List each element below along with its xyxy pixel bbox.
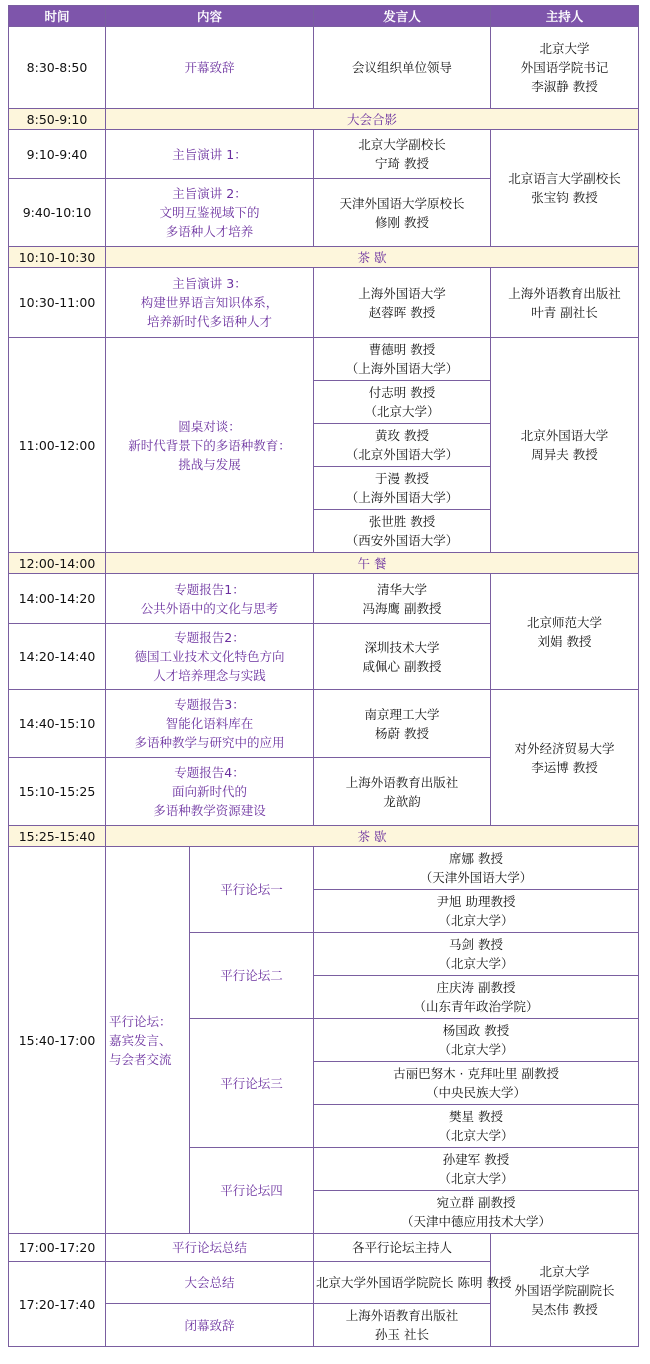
content-cell: 主旨演讲 1：	[106, 130, 314, 179]
schedule-table	[8, 5, 639, 1347]
speaker-cell: 庄庆涛 副教授 （山东青年政治学院）	[314, 976, 639, 1019]
host-cell: 北京外国语大学 周异夫 教授	[491, 338, 639, 553]
content-cell: 大会总结	[106, 1262, 314, 1304]
host-cell: 北京语言大学副校长 张宝钧 教授	[491, 130, 639, 247]
table-row	[9, 27, 639, 109]
speaker-cell: 会议组织单位领导	[314, 27, 491, 109]
table-row	[9, 847, 639, 890]
time-cell: 15:25-15:40	[9, 826, 106, 847]
header-time: 时间	[9, 6, 106, 27]
speaker-cell: 清华大学 冯海鹰 副教授	[314, 574, 491, 624]
content-cell: 闭幕致辞	[106, 1304, 314, 1347]
speaker-cell: 于漫 教授 （上海外国语大学）	[314, 467, 491, 510]
speaker-cell: 北京大学外国语学院院长 陈明 教授	[314, 1262, 491, 1304]
content-cell: 主旨演讲 3： 构建世界语言知识体系， 培养新时代多语种人才	[106, 268, 314, 338]
time-cell: 11:00-12:00	[9, 338, 106, 553]
content-cell: 开幕致辞	[106, 27, 314, 109]
table-row	[9, 574, 639, 624]
speaker-cell: 樊星 教授 （北京大学）	[314, 1105, 639, 1148]
host-cell: 对外经济贸易大学 李运博 教授	[491, 690, 639, 826]
host-cell: 北京师范大学 刘娟 教授	[491, 574, 639, 690]
time-cell: 14:40-15:10	[9, 690, 106, 758]
speaker-cell: 付志明 教授 （北京大学）	[314, 381, 491, 424]
content-cell: 平行论坛： 嘉宾发言、 与会者交流	[106, 847, 190, 1234]
table-row	[9, 553, 639, 574]
table-row	[9, 247, 639, 268]
band-label: 大会合影	[106, 109, 639, 130]
table-row	[9, 338, 639, 381]
band-label: 午 餐	[106, 553, 639, 574]
speaker-cell: 宛立群 副教授 （天津中德应用技术大学）	[314, 1191, 639, 1234]
time-cell: 17:00-17:20	[9, 1234, 106, 1262]
speaker-cell: 黄玫 教授 （北京外国语大学）	[314, 424, 491, 467]
content-cell: 专题报告1： 公共外语中的文化与思考	[106, 574, 314, 624]
speaker-cell: 尹旭 助理教授 （北京大学）	[314, 890, 639, 933]
host-cell: 北京大学 外国语学院副院长 吴杰伟 教授	[491, 1234, 639, 1347]
content-cell: 专题报告4： 面向新时代的 多语种教学资源建设	[106, 758, 314, 826]
forum-name: 平行论坛三	[190, 1019, 314, 1148]
header-speaker: 发言人	[314, 6, 491, 27]
table-row	[9, 690, 639, 758]
time-cell: 10:10-10:30	[9, 247, 106, 268]
speaker-cell: 上海外国语大学 赵蓉晖 教授	[314, 268, 491, 338]
time-cell: 15:40-17:00	[9, 847, 106, 1234]
speaker-cell: 北京大学副校长 宁琦 教授	[314, 130, 491, 179]
host-cell: 北京大学 外国语学院书记 李淑静 教授	[491, 27, 639, 109]
content-cell: 主旨演讲 2： 文明互鉴视域下的 多语种人才培养	[106, 179, 314, 247]
time-cell: 14:00-14:20	[9, 574, 106, 624]
speaker-cell: 古丽巴努木 · 克拜吐里 副教授 （中央民族大学）	[314, 1062, 639, 1105]
time-cell: 10:30-11:00	[9, 268, 106, 338]
speaker-cell: 上海外语教育出版社 龙歆韵	[314, 758, 491, 826]
time-cell: 8:50-9:10	[9, 109, 106, 130]
speaker-cell: 上海外语教育出版社 孙玉 社长	[314, 1304, 491, 1347]
content-cell: 专题报告2： 德国工业技术文化特色方向 人才培养理念与实践	[106, 624, 314, 690]
forum-name: 平行论坛一	[190, 847, 314, 933]
time-cell: 9:40-10:10	[9, 179, 106, 247]
table-row	[9, 1234, 639, 1262]
speaker-cell: 天津外国语大学原校长 修刚 教授	[314, 179, 491, 247]
forum-name: 平行论坛二	[190, 933, 314, 1019]
time-cell: 12:00-14:00	[9, 553, 106, 574]
speaker-cell: 杨国政 教授 （北京大学）	[314, 1019, 639, 1062]
header-row	[9, 6, 639, 27]
host-cell: 上海外语教育出版社 叶青 副社长	[491, 268, 639, 338]
header-host: 主持人	[491, 6, 639, 27]
speaker-cell: 马剑 教授 （北京大学）	[314, 933, 639, 976]
content-cell: 圆桌对谈： 新时代背景下的多语种教育： 挑战与发展	[106, 338, 314, 553]
time-cell: 17:20-17:40	[9, 1262, 106, 1347]
time-cell: 15:10-15:25	[9, 758, 106, 826]
content-cell: 专题报告3： 智能化语料库在 多语种教学与研究中的应用	[106, 690, 314, 758]
header-content: 内容	[106, 6, 314, 27]
forum-name: 平行论坛四	[190, 1148, 314, 1234]
table-row	[9, 826, 639, 847]
speaker-cell: 席娜 教授 （天津外国语大学）	[314, 847, 639, 890]
speaker-cell: 南京理工大学 杨蔚 教授	[314, 690, 491, 758]
speaker-cell: 曹德明 教授 （上海外国语大学）	[314, 338, 491, 381]
time-cell: 14:20-14:40	[9, 624, 106, 690]
band-label: 茶 歇	[106, 826, 639, 847]
table-row	[9, 109, 639, 130]
table-row	[9, 268, 639, 338]
speaker-cell: 深圳技术大学 咸佩心 副教授	[314, 624, 491, 690]
content-cell: 平行论坛总结	[106, 1234, 314, 1262]
speaker-cell: 孙建军 教授 （北京大学）	[314, 1148, 639, 1191]
table-row	[9, 130, 639, 179]
time-cell: 9:10-9:40	[9, 130, 106, 179]
time-cell: 8:30-8:50	[9, 27, 106, 109]
speaker-cell: 各平行论坛主持人	[314, 1234, 491, 1262]
speaker-cell: 张世胜 教授 （西安外国语大学）	[314, 510, 491, 553]
band-label: 茶 歇	[106, 247, 639, 268]
